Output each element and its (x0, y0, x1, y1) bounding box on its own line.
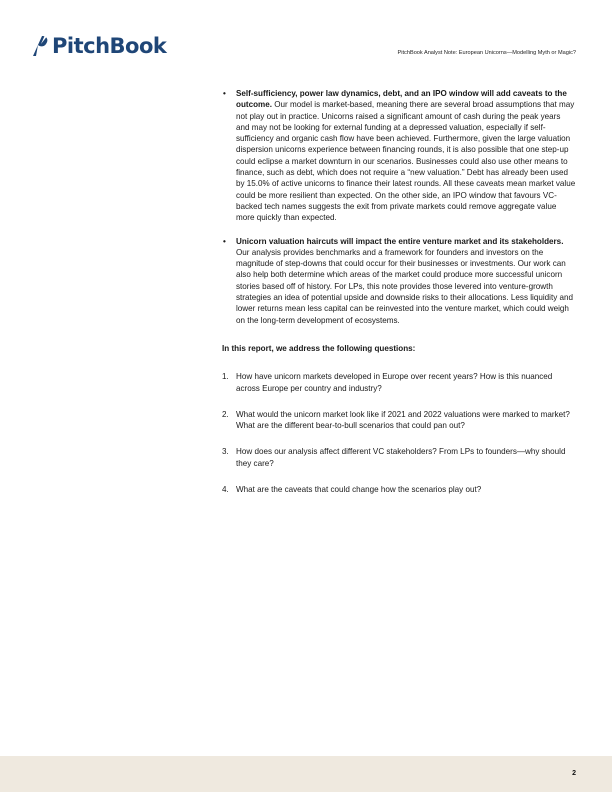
question-item (222, 484, 576, 495)
bullet-item (222, 236, 576, 326)
question-text: How have unicorn markets developed in Europe over recent years? How is this nuanced across Europe per country and industry? (236, 372, 553, 393)
main-content (222, 88, 576, 510)
bullet-lead: Self-sufficiency, power law dynamics, debt, and an IPO window will add caveats to the outcome. (236, 89, 567, 110)
bullet-lead: Unicorn valuation haircuts will impact the entire venture market and its stakeholders. (236, 236, 564, 246)
question-number: 3. (222, 447, 229, 457)
bullet-text: Our model is market-based, meaning there are several broad assumptions that may not play out in practice. Unicorns raised a significant amount of cash during the peak years and may not be looking for external funding at a depressed valuation, especially if self-sufficiency and organic cash flow have been achieved. Furthermore, given the large valuation dispersion unicorns experience between financing rounds, it is also possible that one step-up could eclipse a market downturn in our scenarios. Businesses could also use other means to finance, such as debt, which does not require a “new valuation.” Debt has already been used by 15.0% of active unicorns to finance their latest rounds. All these caveats mean market value could be more resilient than expected. On the other side, an IPO window that favours VC-backed tech names suggests the exit from private markets could remove aggregate value more quickly than expected. (236, 100, 576, 223)
question-text: What would the unicorn market look like if 2021 and 2022 valuations were marked to market? What are the different bear-to-bull scenarios that could pan out? (236, 409, 570, 431)
bullet-dot: • (223, 89, 226, 98)
questions-intro: In this report, we address the following questions: (222, 343, 416, 353)
bullet-item (222, 88, 576, 224)
header-note: PitchBook Analyst Note: European Unicorns—Modelling Myth or Magic? (397, 50, 576, 56)
question-text: What are the caveats that could change how the scenarios play out? (236, 485, 482, 495)
pitchbook-leaf-icon (33, 35, 49, 57)
footer-band (0, 756, 612, 792)
question-number: 2. (222, 409, 229, 419)
question-number: 1. (222, 372, 229, 382)
question-number: 4. (222, 485, 229, 495)
question-text: How does our analysis affect different VC stakeholders? From LPs to founders—why should they care? (236, 447, 566, 468)
question-item (222, 446, 576, 469)
bullet-text: Our analysis provides benchmarks and a framework for founders and investors on the magnitude of step-downs that could occur for their businesses or investments. Our work can also help both determine which areas of the market could produce more successful unicorn stories based off of history. For LPs, this note provides those levered into venture-growth strategies an idea of potential upside and downside risks to their allocations. Less liquidity and lower returns mean less capital can be reinvested into the venture market, which could weigh on the long-term development of ecosystems. (236, 247, 573, 325)
bullet-dot: • (223, 236, 226, 246)
pitchbook-logo (33, 34, 166, 58)
logo-text: PitchBook (52, 34, 167, 58)
question-item (222, 409, 576, 432)
question-item (222, 371, 576, 394)
page-number: 2 (572, 770, 576, 777)
